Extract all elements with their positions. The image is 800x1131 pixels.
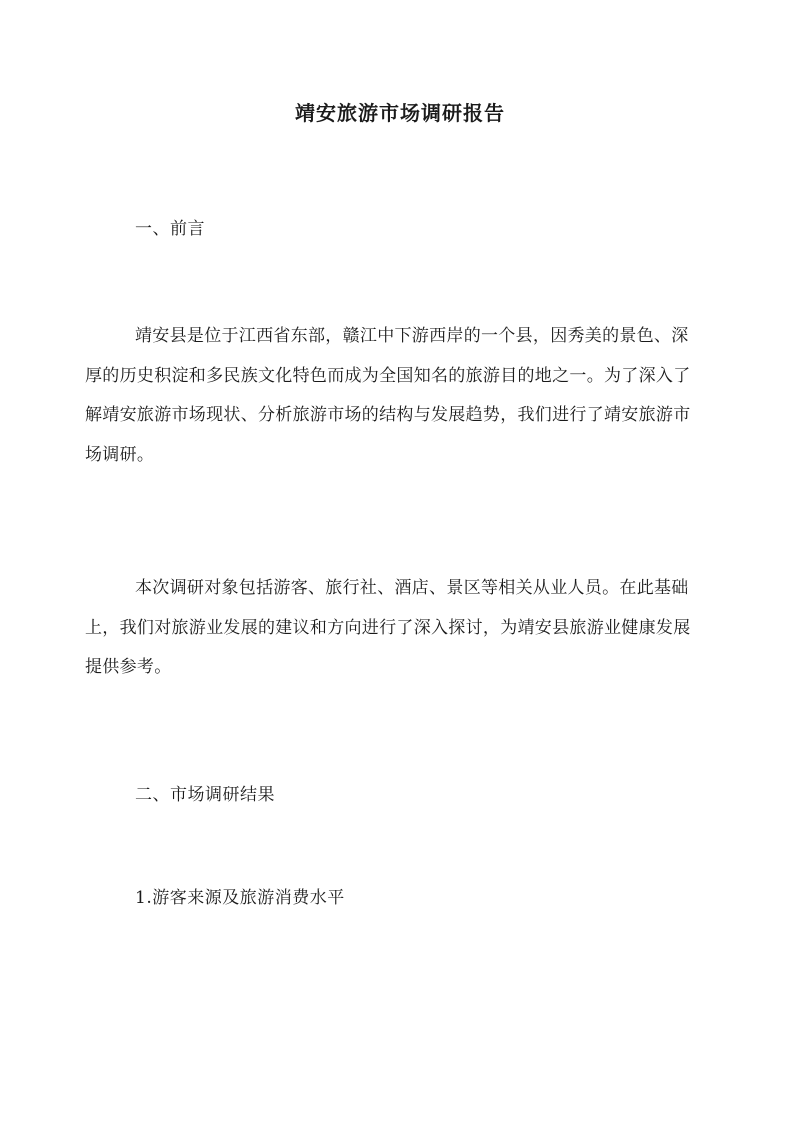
section-heading-preface: 一、前言 [135, 219, 205, 239]
document-title: 靖安旅游市场调研报告 [295, 101, 505, 125]
paragraph-intro: 靖安县是位于江西省东部，赣江中下游西岸的一个县，因秀美的景色、深厚的历史积淀和多民族文化特色而成为全国知名的旅游目的地之一。为了深入了解靖安旅游市场现状、分析旅游市场的结构与发展趋势，我们进行了靖安旅游市场调研。 [85, 326, 691, 465]
section-heading-results: 二、市场调研结果 [135, 785, 275, 805]
paragraph-survey-scope: 本次调研对象包括游客、旅行社、酒店、景区等相关从业人员。在此基础上，我们对旅游业发展的建议和方向进行了深入探讨，为靖安县旅游业健康发展提供参考。 [85, 578, 691, 677]
subsection-heading-visitor-source: 1.游客来源及旅游消费水平 [135, 888, 345, 908]
